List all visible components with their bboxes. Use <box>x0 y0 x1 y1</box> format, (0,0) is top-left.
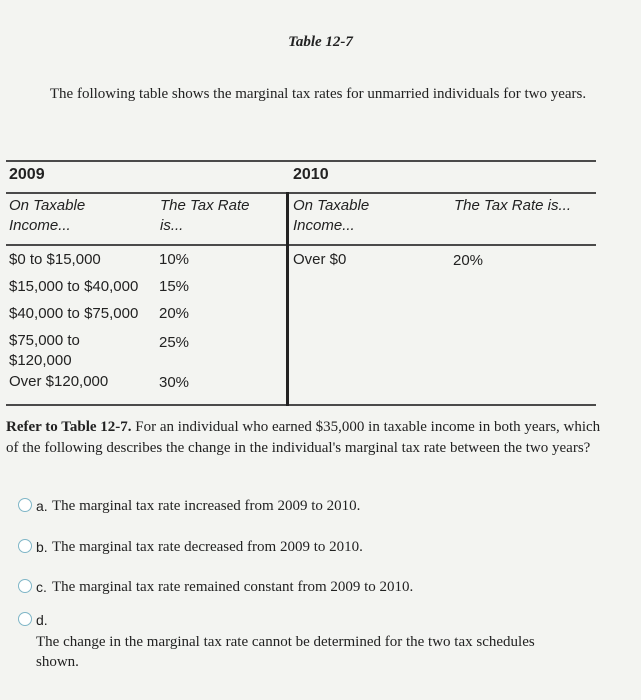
row-2009-4-rate: 25% <box>159 334 190 351</box>
row-2009-5-income: Over $120,000 <box>9 373 109 390</box>
header-2009-income: On Taxable Income... <box>9 197 86 234</box>
row-2009-1-income: $0 to $15,000 <box>9 251 101 268</box>
row-2010-1-income: Over $0 <box>293 251 347 268</box>
table-header-rule <box>6 244 596 246</box>
option-a-text: The marginal tax rate increased from 2009 to 2010. <box>52 498 361 514</box>
radio-a[interactable] <box>18 498 32 512</box>
option-d-letter: d. <box>36 612 48 628</box>
year-2009: 2009 <box>9 166 45 183</box>
question-ref: Refer to Table 12-7. <box>6 419 132 435</box>
table-bottom-rule <box>6 404 596 406</box>
row-2009-3-income: $40,000 to $75,000 <box>9 305 139 322</box>
row-2010-1-rate: 20% <box>453 252 484 269</box>
option-c-text: The marginal tax rate remained constant from 2009 to 2010. <box>52 579 414 595</box>
row-2009-4-income: $75,000 to $120,000 <box>9 332 80 369</box>
table-title: Table 12-7 <box>288 34 353 50</box>
row-2009-2-income: $15,000 to $40,000 <box>9 278 139 295</box>
row-2009-5-rate: 30% <box>159 374 190 391</box>
option-d-text: The change in the marginal tax rate cannot be determined for the two tax schedules shown. <box>36 634 535 670</box>
row-2009-2-rate: 15% <box>159 278 190 295</box>
header-2010-income: On Taxable Income... <box>293 197 370 234</box>
row-2009-3-rate: 20% <box>159 305 190 322</box>
question-text <box>6 417 601 459</box>
table-year-rule <box>6 192 596 194</box>
header-2010-rate: The Tax Rate is... <box>454 197 571 214</box>
row-2009-1-rate: 10% <box>159 251 190 268</box>
year-2010: 2010 <box>293 166 329 183</box>
option-b-letter: b. <box>36 539 48 555</box>
radio-b[interactable] <box>18 539 32 553</box>
header-2009-rate: The Tax Rate is... <box>160 197 250 234</box>
table-divider <box>286 192 289 406</box>
option-c-letter: c. <box>36 579 47 595</box>
option-b-text: The marginal tax rate decreased from 2009 to 2010. <box>52 539 363 555</box>
radio-c[interactable] <box>18 579 32 593</box>
question-body: For an individual who earned $35,000 in taxable income in both years, which of the following describes the change in the individual's marginal tax rate between the two years? <box>6 419 601 456</box>
intro-text: The following table shows the marginal tax rates for unmarried individuals for two years. <box>49 86 587 102</box>
option-a-letter: a. <box>36 498 48 514</box>
radio-d[interactable] <box>18 612 32 626</box>
table-top-rule <box>6 160 596 162</box>
